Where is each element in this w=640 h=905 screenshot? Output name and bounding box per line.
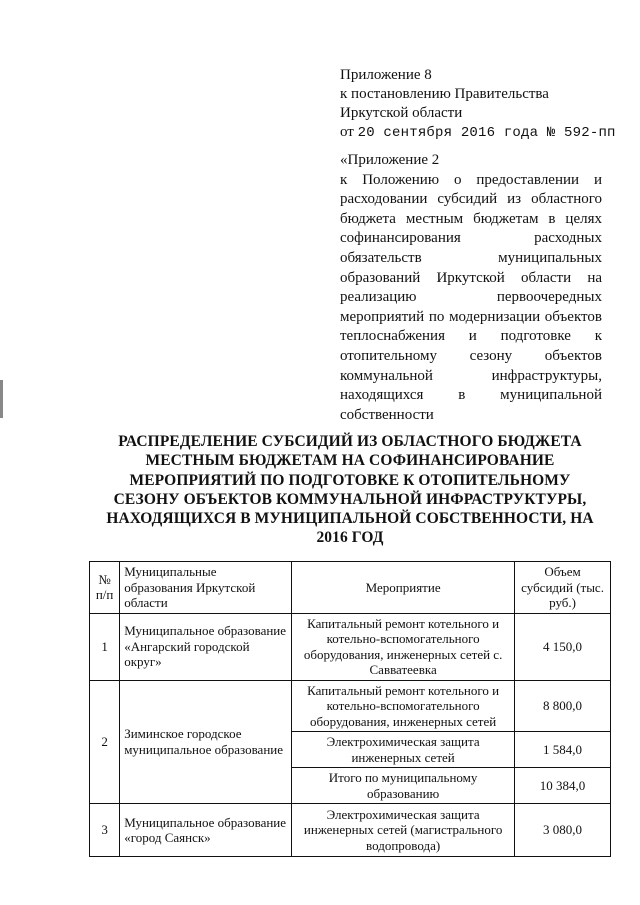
table-row xyxy=(90,613,611,680)
row2-amount-c: 10 384,0 xyxy=(515,768,611,804)
header-activity: Мероприятие xyxy=(292,562,515,614)
row1-num: 1 xyxy=(90,613,120,680)
header-amount: Объем субсидий (тыс. руб.) xyxy=(515,562,611,614)
appendix-8-date-number: 20 сентября 2016 года № 592-пп xyxy=(357,125,616,141)
appendix-8-line2: к постановлению Правительства xyxy=(340,86,549,102)
subsidy-table xyxy=(89,561,611,857)
appendix-8-line3: Иркутской области xyxy=(340,105,463,121)
appendix-8-from: от xyxy=(340,124,354,140)
row2-activity-c: Итого по муниципальному образованию xyxy=(292,768,515,804)
row2-amount-b: 1 584,0 xyxy=(515,732,611,768)
row2-amount-a: 8 800,0 xyxy=(515,680,611,732)
document-heading: РАСПРЕДЕЛЕНИЕ СУБСИДИЙ ИЗ ОБЛАСТНОГО БЮДЖЕТА МЕСТНЫМ БЮДЖЕТАМ НА СОФИНАНСИРОВАНИЕ МЕРОПРИЯТИЙ ПО ПОДГОТОВКЕ К ОТОПИТЕЛЬНОМУ СЕЗОНУ ОБЪЕКТОВ КОММУНАЛЬНОЙ ИНФРАСТРУКТУРЫ, НАХОДЯЩИХСЯ В МУНИЦИПАЛЬНОЙ СОБСТВЕННОСТИ, НА 2016 ГОД xyxy=(106,433,594,547)
header-num: № п/п xyxy=(90,562,120,614)
table-header-row xyxy=(90,562,611,614)
row2-municipality: Зиминское городское муниципальное образование xyxy=(120,680,292,804)
table-row xyxy=(90,680,611,732)
scan-edge-mark xyxy=(0,380,3,418)
row3-activity: Электрохимическая защита инженерных сетей (магистрального водопровода) xyxy=(292,804,515,857)
row1-activity: Капитальный ремонт котельного и котельно-вспомогательного оборудования, инженерных сетей с. Савватеевка xyxy=(292,613,515,680)
appendix-8-date-line xyxy=(340,123,616,143)
row1-municipality: Муниципальное образование «Ангарский городской округ» xyxy=(120,613,292,680)
row2-activity-b: Электрохимическая защита инженерных сетей xyxy=(292,732,515,768)
row3-num: 3 xyxy=(90,804,120,857)
row2-activity-a: Капитальный ремонт котельного и котельно-вспомогательного оборудования, инженерных сетей xyxy=(292,680,515,732)
row2-num: 2 xyxy=(90,680,120,804)
appendix-8-line1: Приложение 8 xyxy=(340,67,432,83)
row3-municipality: Муниципальное образование «город Саянск» xyxy=(120,804,292,857)
row1-amount: 4 150,0 xyxy=(515,613,611,680)
table-row xyxy=(90,804,611,857)
appendix-2-text: «Приложение 2 к Положению о предоставлении и расходовании субсидий из областного бюджета местным бюджетам в целях софинансирования расходных обязательств муниципальных образований Иркутской области на реализацию первоочередных мероприятий по модернизации объектов теплоснабжения и подготовке к отопительному сезону объектов коммунальной инфраструктуры, находящихся в муниципальной собственности xyxy=(340,152,602,423)
appendix-8-block xyxy=(340,66,616,143)
row3-amount: 3 080,0 xyxy=(515,804,611,857)
appendix-2-block xyxy=(340,151,602,425)
header-municipality: Муниципальные образования Иркутской области xyxy=(120,562,292,614)
